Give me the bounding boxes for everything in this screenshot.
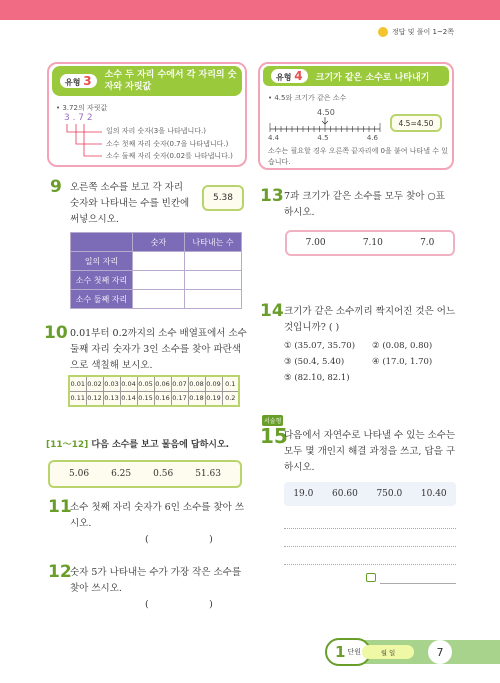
- q15-values: [284, 482, 456, 506]
- q9-number-box: 5.38: [202, 185, 244, 211]
- q11-answer-blank[interactable]: ( ): [145, 534, 213, 545]
- q9-header-digit: 숫자: [133, 233, 185, 252]
- type3-badge: 유형 3: [60, 74, 97, 88]
- top-bar: [0, 0, 500, 20]
- type4-value-a: 4.50: [317, 108, 335, 117]
- q10-cell[interactable]: 0.01: [69, 376, 86, 391]
- q11-12-value: 5.06: [69, 469, 90, 479]
- type4-tick-labels: [268, 134, 378, 142]
- q14-option-4[interactable]: ④ (17.0, 1.70): [372, 357, 433, 367]
- q9-cell[interactable]: [133, 290, 185, 309]
- q13-value[interactable]: 7.0: [420, 238, 435, 248]
- q11-12-values: [48, 460, 242, 488]
- type3-note-1: 일의 자리 숫자(3을 나타냅니다.): [106, 127, 206, 135]
- q11-12-value: 0.56: [153, 469, 174, 479]
- q10-cell[interactable]: 0.16: [154, 391, 171, 406]
- q10-cell[interactable]: 0.15: [137, 391, 154, 406]
- q13-values: [285, 230, 455, 256]
- tick-label: 4.6: [366, 134, 378, 142]
- q15-number: 15: [260, 424, 288, 448]
- q11-12-heading: [11～12] 다음 소수를 보고 물음에 답하시오.: [46, 440, 230, 450]
- q9-header-empty: [71, 233, 133, 252]
- type4-title: 크기가 같은 소수로 나타내기: [315, 72, 430, 83]
- answer-icon: [366, 573, 376, 582]
- type3-note-3: 소수 둘째 자리 숫자(0.02를 나타냅니다.): [106, 152, 233, 160]
- q10-cell[interactable]: 0.08: [188, 376, 205, 391]
- q9-cell[interactable]: [185, 290, 242, 309]
- q12-answer-blank[interactable]: ( ): [145, 599, 213, 610]
- q11-12-value: 51.63: [195, 469, 221, 479]
- q13-number: 13: [260, 186, 284, 206]
- q14-number: 14: [260, 301, 284, 321]
- q12-number: 12: [48, 562, 72, 582]
- type3-note-2: 소수 첫째 자리 숫자(0.7을 나타냅니다.): [106, 140, 229, 148]
- answer-tab-label: 정답 및 풀이 1~2쪽: [392, 28, 455, 36]
- q15-value: 19.0: [293, 489, 314, 499]
- type3-bullet: • 3.72의 자릿값: [56, 104, 108, 112]
- type4-note: 소수는 필요할 경우 오른쪽 끝자리에 0을 붙여 나타낼 수 있습니다.: [268, 147, 449, 166]
- q9-text: 오른쪽 소수를 보고 각 자리 숫자와 나타내는 수를 빈칸에 써넣으시오.: [70, 182, 190, 225]
- q10-cell[interactable]: 0.17: [171, 391, 188, 406]
- q14-option-5[interactable]: ⑤ (82.10, 82.1): [284, 373, 350, 383]
- q9-cell[interactable]: [133, 271, 185, 290]
- q10-cell[interactable]: 0.03: [103, 376, 120, 391]
- q9-cell[interactable]: [185, 271, 242, 290]
- q10-cell[interactable]: 0.09: [205, 376, 222, 391]
- answer-tab: [375, 24, 500, 40]
- q10-cell[interactable]: 0.18: [188, 391, 205, 406]
- q15-tag: 서술형: [262, 415, 283, 426]
- q10-cell[interactable]: 0.02: [86, 376, 103, 391]
- q10-cell[interactable]: 0.13: [103, 391, 120, 406]
- answer-icon: [378, 27, 388, 37]
- q13-value[interactable]: 7.00: [305, 238, 326, 248]
- answer-line[interactable]: [284, 564, 456, 565]
- q13-value[interactable]: 7.10: [362, 238, 383, 248]
- q15-value: 10.40: [420, 489, 447, 499]
- type3-arrows: [62, 122, 112, 162]
- type4-equation: 4.5=4.50: [390, 114, 442, 132]
- q10-cell[interactable]: 0.07: [171, 376, 188, 391]
- type3-title: 소수 두 자리 수에서 각 자리의 숫자와 자릿값: [104, 70, 237, 92]
- q9-cell[interactable]: [185, 252, 242, 271]
- q11-number: 11: [48, 497, 72, 517]
- q10-text: 0.01부터 0.2까지의 소수 배열표에서 소수 둘째 자리 숫자가 3인 소수를 찾아 파란색으로 색칠해 보시오.: [70, 328, 247, 371]
- q9-cell[interactable]: [133, 252, 185, 271]
- q10-cell[interactable]: 0.11: [69, 391, 86, 406]
- q15-value: 60.60: [332, 489, 358, 499]
- q14-option-1[interactable]: ① (35.07, 35.70): [284, 341, 356, 351]
- q10-cell[interactable]: 0.05: [137, 376, 154, 391]
- answer-line[interactable]: [284, 528, 456, 529]
- q15-text: 다음에서 자연수로 나타낼 수 있는 소수는 모두 몇 개인지 해결 과정을 쓰고, 답을 구하시오.: [284, 430, 456, 473]
- q9-row-label: 소수 첫째 자리: [71, 271, 133, 290]
- q15-value: 750.0: [376, 489, 403, 499]
- q12-text: 숫자 5가 나타내는 수가 가장 작은 소수를 찾아 쓰시오.: [70, 567, 241, 594]
- q9-number: 9: [50, 177, 62, 197]
- unit-badge: 1 단원: [325, 638, 371, 666]
- q14-option-2[interactable]: ② (0.08, 0.80): [372, 341, 433, 351]
- q10-number: 10: [44, 323, 68, 343]
- type4-header: [263, 66, 449, 86]
- q13-text: 7과 크기가 같은 소수를 모두 찾아 ○표 하시오.: [284, 191, 445, 218]
- q10-cell[interactable]: 0.14: [120, 391, 137, 406]
- q9-row-label: 일의 자리: [71, 252, 133, 271]
- q10-cell[interactable]: 0.19: [205, 391, 222, 406]
- type4-bullet: • 4.5와 크기가 같은 소수: [268, 94, 347, 102]
- type3-number: 3 . 7 2: [64, 113, 93, 123]
- q10-cell[interactable]: 0.06: [154, 376, 171, 391]
- page-number: 7: [428, 640, 452, 664]
- q9-header-value: 나타내는 수: [185, 233, 242, 252]
- q9-table: [70, 232, 242, 309]
- type3-header: [52, 66, 242, 96]
- date-field[interactable]: 월 일: [362, 645, 414, 659]
- q11-12-value: 6.25: [111, 469, 132, 479]
- type4-badge: 유형 4: [271, 69, 308, 83]
- q10-grid: [68, 375, 240, 407]
- q10-cell[interactable]: 0.1: [222, 376, 239, 391]
- q11-text: 소수 첫째 자리 숫자가 6인 소수를 찾아 쓰시오.: [70, 502, 245, 529]
- q10-cell[interactable]: 0.2: [222, 391, 239, 406]
- answer-line[interactable]: [284, 546, 456, 547]
- q9-row-label: 소수 둘째 자리: [71, 290, 133, 309]
- q10-cell[interactable]: 0.04: [120, 376, 137, 391]
- tick-label: 4.4: [268, 134, 280, 142]
- number-line-marker: [322, 117, 328, 124]
- tick-label: 4.5: [317, 134, 329, 142]
- q14-text: 크기가 같은 소수끼리 짝지어진 것은 어느 것입니까? ( ): [284, 306, 456, 333]
- q14-option-3[interactable]: ③ (50.4, 5.40): [284, 357, 345, 367]
- q10-cell[interactable]: 0.12: [86, 391, 103, 406]
- answer-underline[interactable]: [380, 583, 456, 584]
